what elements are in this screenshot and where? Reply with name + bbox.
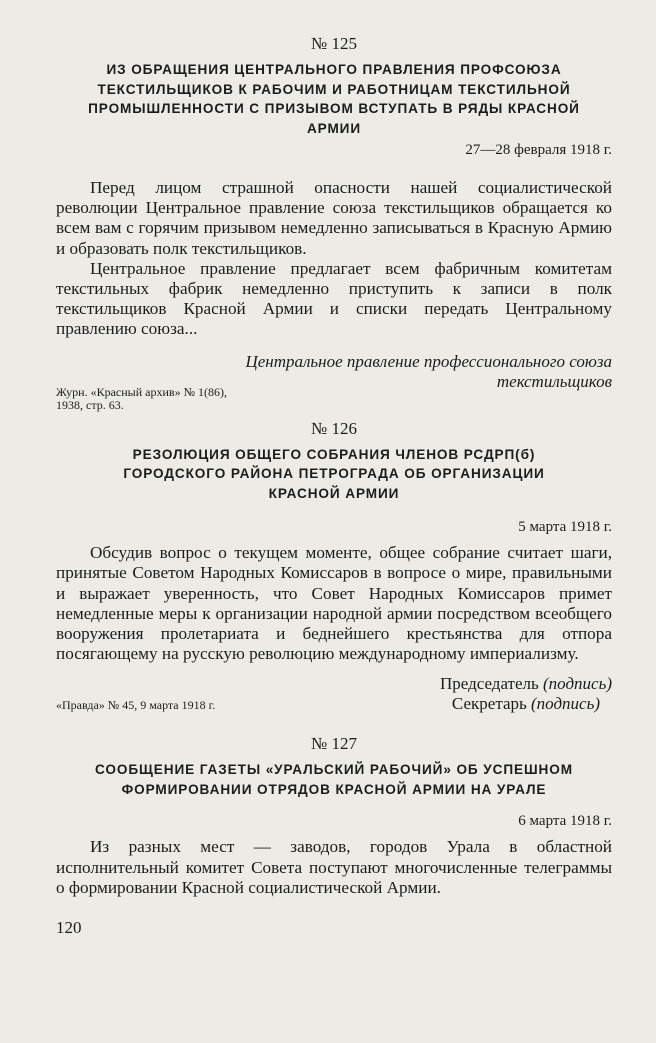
document-125 bbox=[56, 34, 612, 412]
secretary-signature: Секретарь (подпись) bbox=[451, 694, 600, 714]
paragraph: Центральное правление предлагает всем фабричным комитетам текстильных фабрик немедленно приступить к записи в полк текстильщиков Красной Армии и списки передать Центральному правлению союза... bbox=[56, 258, 612, 339]
document-127 bbox=[56, 734, 612, 898]
chairman-signature: Председатель (подпись) bbox=[439, 674, 612, 694]
paragraph: Из разных мест — заводов, городов Урала в областной исполнительный комитет Совета поступают многочисленные телеграммы о формировании Красной социалистической Армии. bbox=[56, 837, 612, 897]
footer-row bbox=[56, 694, 612, 714]
source-reference: «Правда» № 45, 9 марта 1918 г. bbox=[56, 698, 216, 713]
document-date: 6 марта 1918 г. bbox=[518, 813, 612, 830]
paragraph: Перед лицом страшной опасности нашей социалистической революции Центральное правление союза текстильщиков обращается ко всем вам с горячим призывом немедленно записываться в Красную Армию и образовать полк текстильщиков. bbox=[56, 178, 612, 258]
document-title: РЕЗОЛЮЦИЯ ОБЩЕГО СОБРАНИЯ ЧЛЕНОВ РСДРП(б) ГОРОДСКОГО РАЙОНА ПЕТРОГРАДА ОБ ОРГАНИЗАЦИИ КРАСНОЙ АРМИИ bbox=[123, 446, 545, 501]
book-page bbox=[56, 34, 612, 898]
document-number: № 127 bbox=[311, 734, 357, 754]
paragraph: Обсудив вопрос о текущем моменте, общее собрание считает шаги, принятые Советом Народных Комиссаров в вопросе о мире, правильными и выражает уверенность, что Совет Народных Комиссаров примет немедленные меры к организации народной армии посредством всеобщего вооружения пролетариата и беднейшего крестьянства для отпора посягающему на русскую революцию международному империализму. bbox=[56, 543, 612, 664]
signature: текстильщиков bbox=[496, 371, 612, 391]
document-title: ИЗ ОБРАЩЕНИЯ ЦЕНТРАЛЬНОГО ПРАВЛЕНИЯ ПРОФСОЮЗА ТЕКСТИЛЬЩИКОВ К РАБОЧИМ И РАБОТНИЦАМ ТЕКСТИЛЬНОЙ ПРОМЫШЛЕННОСТИ С ПРИЗЫВОМ ВСТУПАТЬ В РЯДЫ КРАСНОЙ АРМИИ bbox=[88, 62, 580, 136]
document-date: 27—28 февраля 1918 г. bbox=[465, 142, 612, 158]
document-number: № 125 bbox=[311, 34, 357, 53]
document-number: № 126 bbox=[311, 418, 357, 438]
document-date: 5 марта 1918 г. bbox=[518, 519, 612, 536]
page-number: 120 bbox=[56, 918, 82, 937]
signature: Центральное правление профессионального союза bbox=[245, 351, 612, 371]
document-title: СООБЩЕНИЕ ГАЗЕТЫ «УРАЛЬСКИЙ РАБОЧИЙ» ОБ УСПЕШНОМ ФОРМИРОВАНИИ ОТРЯДОВ КРАСНОЙ АРМИИ НА УРАЛЕ bbox=[95, 762, 573, 797]
source-reference: Журн. «Красный архив» № 1(86), bbox=[56, 384, 228, 399]
document-126 bbox=[56, 419, 612, 715]
source-reference: 1938, стр. 63. bbox=[56, 397, 124, 412]
